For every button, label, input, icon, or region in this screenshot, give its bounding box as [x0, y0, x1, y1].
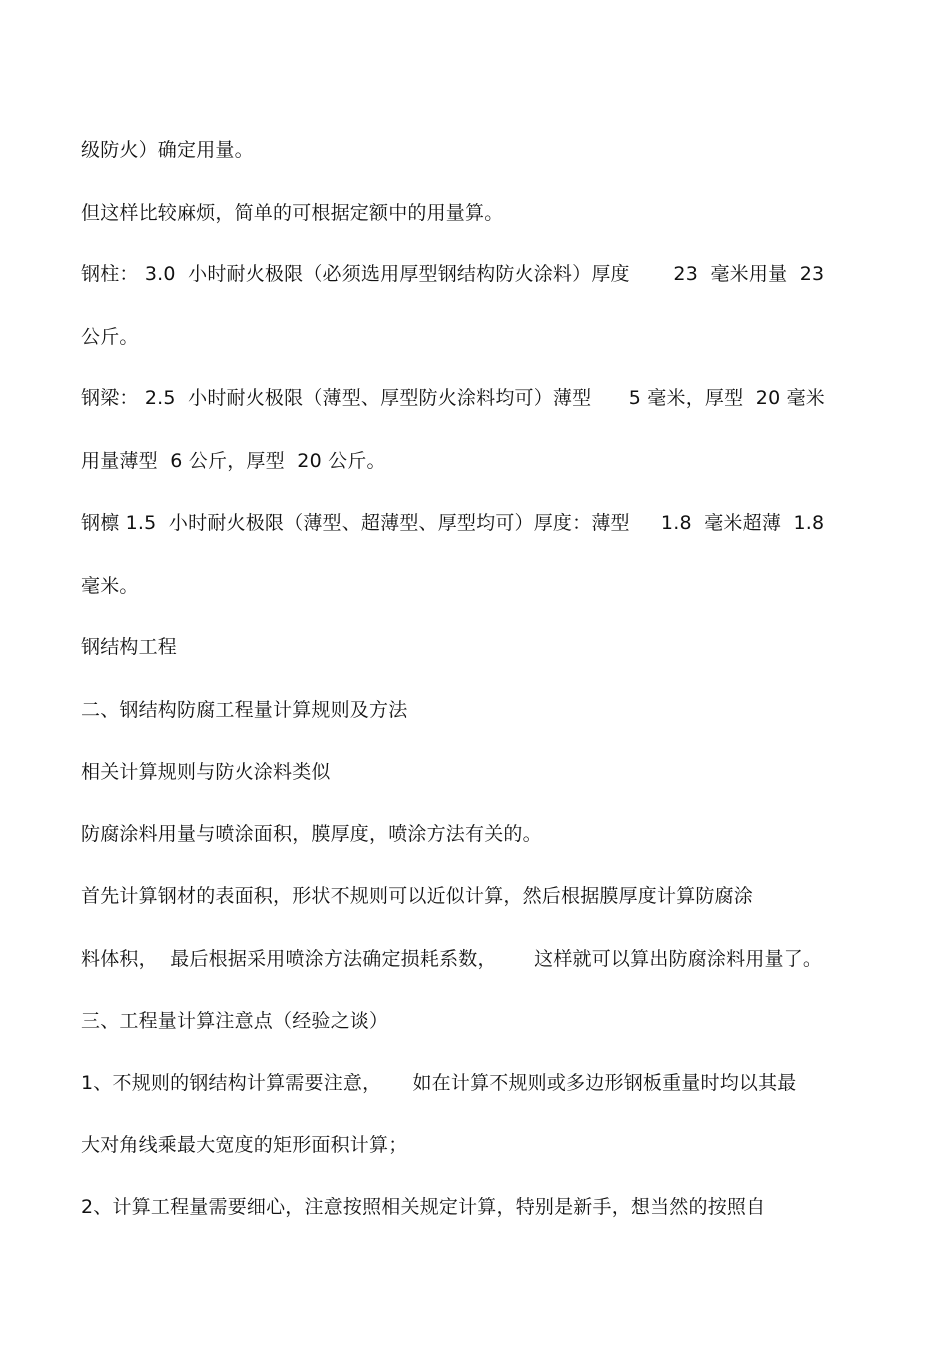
text-line: 相关计算规则与防火涂料类似	[81, 761, 331, 783]
text-line: 大对角线乘最大宽度的矩形面积计算；	[81, 1134, 408, 1156]
text-line: 毫米。	[81, 575, 139, 597]
text-line: 但这样比较麻烦，简单的可根据定额中的用量算。	[81, 202, 504, 224]
text-line: 钢柱： 3.0 小时耐火极限（必须选用厚型钢结构防火涂料）厚度 23 毫米用量 23	[81, 263, 825, 285]
text-line: 钢梁： 2.5 小时耐火极限（薄型、厚型防火涂料均可）薄型 5 毫米，厚型 20 毫米	[81, 387, 825, 409]
list-item: 2、计算工程量需要细心，注意按照相关规定计算，特别是新手，想当然的按照自	[81, 1196, 766, 1218]
list-item: 1、不规则的钢结构计算需要注意， 如在计算不规则或多边形钢板重量时均以其最	[81, 1072, 797, 1094]
section-heading: 钢结构工程	[81, 636, 178, 658]
text-line: 料体积， 最后根据采用喷涂方法确定损耗系数， 这样就可以算出防腐涂料用量了。	[81, 948, 823, 970]
section-heading: 三、工程量计算注意点（经验之谈）	[81, 1010, 389, 1032]
text-line: 钢檩 1.5 小时耐火极限（薄型、超薄型、厚型均可）厚度：薄型 1.8 毫米超薄 1.8	[81, 512, 825, 534]
text-line: 防腐涂料用量与喷涂面积，膜厚度，喷涂方法有关的。	[81, 823, 542, 845]
section-heading: 二、钢结构防腐工程量计算规则及方法	[81, 699, 408, 721]
text-line: 公斤。	[81, 326, 139, 348]
text-line: 级防火）确定用量。	[81, 139, 254, 161]
text-line: 首先计算钢材的表面积，形状不规则可以近似计算，然后根据膜厚度计算防腐涂	[81, 885, 754, 907]
text-line: 用量薄型 6 公斤，厚型 20 公斤。	[81, 450, 386, 472]
